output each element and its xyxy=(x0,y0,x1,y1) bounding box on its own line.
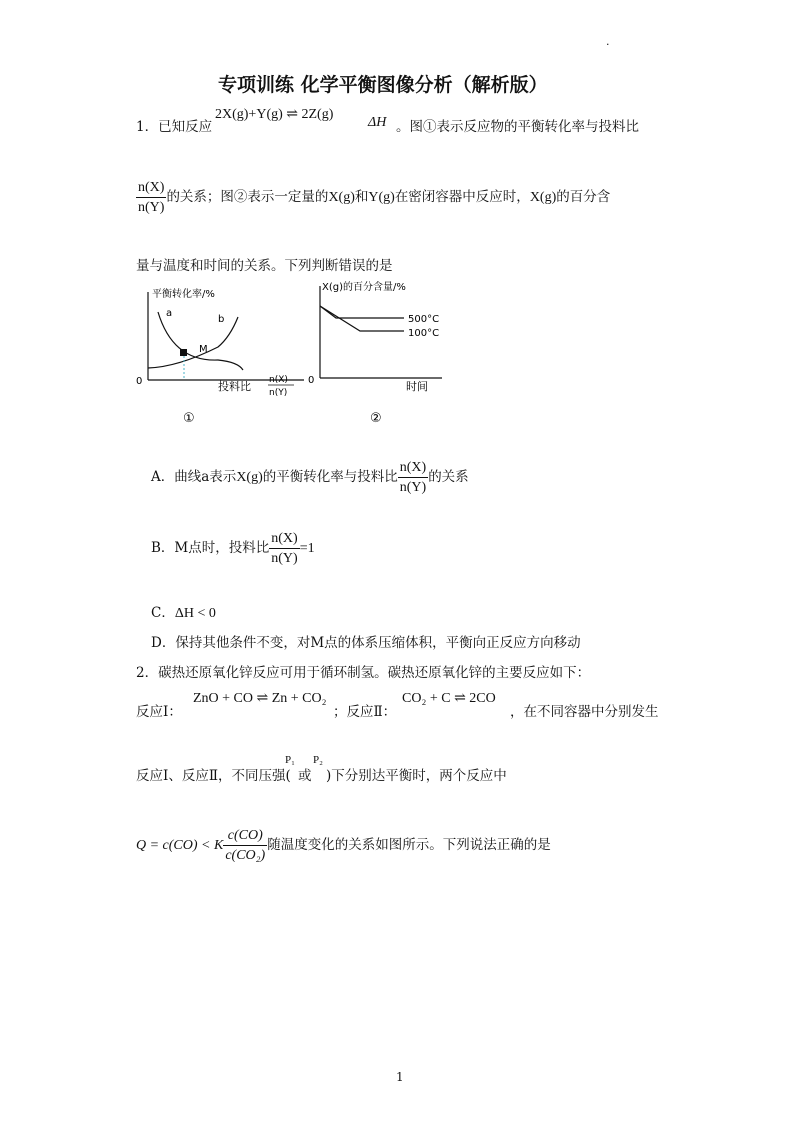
q1-delta-h: ΔH xyxy=(368,115,387,130)
q2-text-1: 碳热还原氧化锌反应可用于循环制氢。碳热还原氧化锌的主要反应如下： xyxy=(158,665,591,681)
q2-line3-b: )下分别达平衡时，两个反应中 xyxy=(326,768,507,784)
q1-line2-a: 的关系；图②表示一定量的 xyxy=(166,189,329,205)
xg-2: X(g) xyxy=(529,190,557,205)
q1-line2 xyxy=(136,178,610,217)
option-a-xg: X(g) xyxy=(236,470,263,485)
option-a-text-3: 的关系 xyxy=(428,469,469,485)
fig1-xlabel: 投料比 xyxy=(218,380,251,393)
yg: Y(g) xyxy=(368,190,395,205)
fig2-label-500: 500°C xyxy=(408,314,440,325)
q2-p2: P₂ xyxy=(313,754,323,766)
option-c-text: ΔH < 0 xyxy=(174,606,216,621)
ratio-numerator: n(X) xyxy=(269,529,299,549)
q2-r1-label: 反应Ⅰ： xyxy=(136,704,182,720)
q2-frac-den: c(CO₂) xyxy=(225,848,266,863)
option-b-text: M点时，投料比 xyxy=(174,540,270,556)
q1-line2-b: 在密闭容器中反应时， xyxy=(394,189,530,205)
figure-1 xyxy=(128,282,308,432)
fig1-ylabel: 平衡转化率/% xyxy=(152,289,215,300)
q2-line2-rest: ，在不同容器中分别发生 xyxy=(510,704,659,720)
fig1-caption: ① xyxy=(183,411,195,426)
fig1-point-m xyxy=(180,349,187,356)
q2-line4 xyxy=(136,826,551,865)
fig1-label-a: a xyxy=(166,308,173,319)
q2-reaction-1: ZnO + CO ⇌ Zn + CO₂ xyxy=(193,691,327,706)
page-title: 专项训练 化学平衡图像分析（解析版） xyxy=(218,74,548,96)
q1-option-b xyxy=(151,529,315,568)
figure-2 xyxy=(308,272,458,432)
q1-ratio-fraction xyxy=(136,178,166,217)
fig1-origin: 0 xyxy=(136,376,143,387)
fig2-label-100: 100°C xyxy=(408,328,440,339)
fig1-x-num: n(X) xyxy=(269,375,288,385)
q1-line3: 量与温度和时间的关系。下列判断错误的是 xyxy=(136,258,393,274)
q2-line1 xyxy=(136,661,590,681)
fig2-caption: ② xyxy=(370,411,382,426)
q2-p1: P₁ xyxy=(285,754,295,766)
page-number: 1 xyxy=(396,1070,404,1084)
option-a-fraction xyxy=(398,458,428,497)
option-c-label: C． xyxy=(151,605,175,621)
q1-intro: 已知反应 xyxy=(158,119,213,135)
q2-line4-rest: 随温度变化的关系如图所示。下列说法正确的是 xyxy=(267,837,551,853)
fig1-label-m: M xyxy=(199,344,208,355)
fig2-xlabel: 时间 xyxy=(406,380,428,393)
q1-reaction: 2X(g)+Y(g) ⇌ 2Z(g) xyxy=(215,107,334,122)
q2-number: 2． xyxy=(136,665,159,681)
option-b-label: B． xyxy=(151,540,175,556)
option-b-fraction xyxy=(269,529,299,568)
q1-line1-rest: 。图①表示反应物的平衡转化率与投料比 xyxy=(396,119,639,135)
q1-option-d xyxy=(151,631,581,651)
q1-option-a xyxy=(151,458,469,497)
q1-number: 1． xyxy=(136,119,159,135)
q1-option-c xyxy=(151,601,216,622)
fig1-label-b: b xyxy=(218,314,225,325)
q2-sep: ；反应Ⅱ： xyxy=(333,704,397,720)
fig1-x-den: n(Y) xyxy=(269,388,288,398)
q2-frac-num: c(CO) xyxy=(223,826,267,846)
fig1-curve-a xyxy=(158,312,243,370)
option-d-label: D． xyxy=(151,635,176,651)
option-a-text-1: 曲线a表示 xyxy=(174,469,237,485)
ratio-numerator: n(X) xyxy=(136,178,166,198)
xg: X(g) xyxy=(328,190,355,205)
q2-line3-a: 反应Ⅰ、反应Ⅱ，不同压强( xyxy=(136,768,291,784)
q1-line2-c: 的百分含 xyxy=(556,189,611,205)
q2-q-expr: Q = c(CO) < K xyxy=(136,838,224,853)
corner-mark: · xyxy=(606,38,610,51)
q2-or: 或 xyxy=(298,768,312,784)
ratio-numerator: n(X) xyxy=(398,458,428,478)
option-a-label: A． xyxy=(151,469,175,485)
option-b-eq: =1 xyxy=(299,541,315,556)
q1-line1 xyxy=(136,115,212,135)
ratio-denominator: n(Y) xyxy=(138,200,165,215)
option-a-text-2: 的平衡转化率与投料比 xyxy=(262,469,398,485)
ratio-denominator: n(Y) xyxy=(399,480,427,495)
he: 和 xyxy=(354,189,369,205)
q2-reaction-2: CO₂ + C ⇌ 2CO xyxy=(402,691,496,706)
q2-fraction xyxy=(223,826,267,865)
fig2-curve-500 xyxy=(320,306,404,318)
fig2-ylabel: X(g)的百分含量/% xyxy=(322,282,406,293)
fig2-origin: 0 xyxy=(308,375,315,386)
ratio-denominator: n(Y) xyxy=(271,551,298,566)
option-d-text: 保持其他条件不变，对M点的体系压缩体积，平衡向正反应方向移动 xyxy=(175,635,581,651)
